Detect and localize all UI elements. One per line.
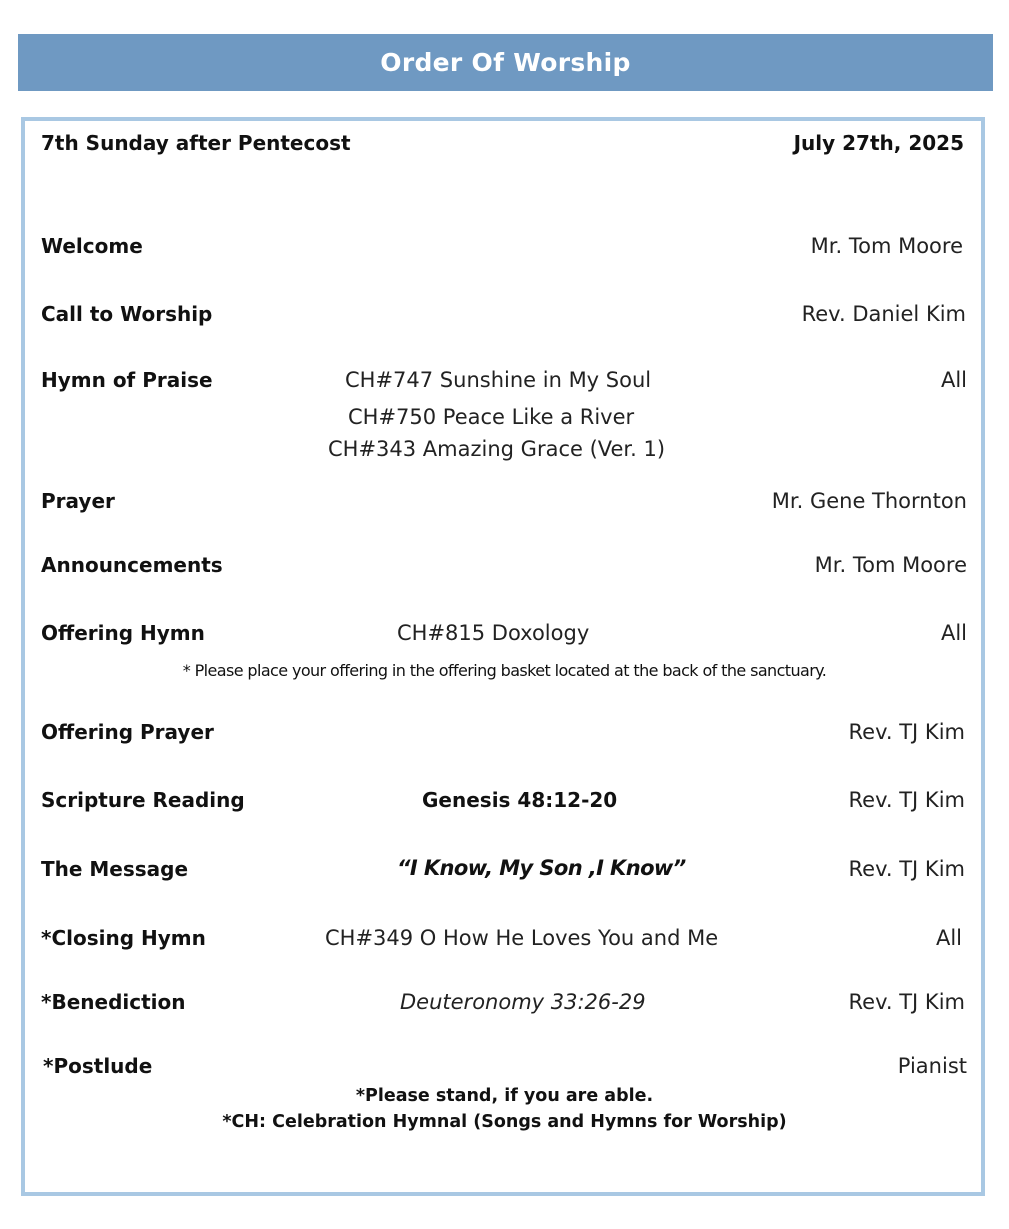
welcome-label: Welcome: [41, 234, 143, 258]
call-to-worship-leader: Rev. Daniel Kim: [801, 302, 966, 326]
program-frame: [21, 117, 985, 1196]
scripture-reading-label: Scripture Reading: [41, 788, 245, 812]
hymn-of-praise-leader: All: [940, 368, 967, 392]
hymn-of-praise-hymn-1: CH#747 Sunshine in My Soul: [345, 368, 652, 392]
postlude-label: *Postlude: [43, 1054, 153, 1078]
benediction-label: *Benediction: [41, 990, 186, 1014]
benediction-leader: Rev. TJ Kim: [848, 990, 965, 1014]
footnote-hymnal: *CH: Celebration Hymnal (Songs and Hymns for Worship): [222, 1112, 787, 1132]
closing-hymn-title: CH#349 O How He Loves You and Me: [325, 926, 719, 950]
message-label: The Message: [41, 857, 189, 881]
occasion-text: 7th Sunday after Pentecost: [41, 131, 351, 155]
call-to-worship-label: Call to Worship: [41, 302, 213, 326]
welcome-leader: Mr. Tom Moore: [810, 234, 963, 258]
footnote-stand: *Please stand, if you are able.: [355, 1086, 654, 1106]
offering-hymn-label: Offering Hymn: [41, 621, 205, 645]
offering-prayer-label: Offering Prayer: [41, 720, 214, 744]
offering-hymn-title: CH#815 Doxology: [397, 621, 590, 645]
offering-hymn-leader: All: [940, 621, 967, 645]
scripture-passage: Genesis 48:12-20: [422, 788, 618, 812]
hymn-of-praise-hymn-3: CH#343 Amazing Grace (Ver. 1): [328, 437, 666, 461]
prayer-label: Prayer: [41, 489, 115, 513]
title-banner: [18, 34, 993, 91]
hymn-of-praise-hymn-2: CH#750 Peace Like a River: [348, 405, 635, 429]
announcements-leader: Mr. Tom Moore: [814, 553, 967, 577]
scripture-reading-leader: Rev. TJ Kim: [848, 788, 965, 812]
sermon-title: “I Know, My Son ,I Know”: [397, 856, 686, 880]
message-leader: Rev. TJ Kim: [848, 857, 965, 881]
announcements-label: Announcements: [41, 553, 223, 577]
offering-note: * Please place your offering in the offering basket located at the back of the sanctuary.: [182, 661, 827, 680]
prayer-leader: Mr. Gene Thornton: [771, 489, 967, 513]
benediction-passage: Deuteronomy 33:26-29: [400, 990, 646, 1014]
offering-prayer-leader: Rev. TJ Kim: [848, 720, 965, 744]
closing-hymn-label: *Closing Hymn: [41, 926, 206, 950]
hymn-of-praise-label: Hymn of Praise: [41, 368, 213, 392]
service-date: July 27th, 2025: [793, 131, 964, 155]
postlude-leader: Pianist: [897, 1054, 967, 1078]
page-title: Order Of Worship: [380, 48, 631, 77]
closing-hymn-leader: All: [935, 926, 962, 950]
